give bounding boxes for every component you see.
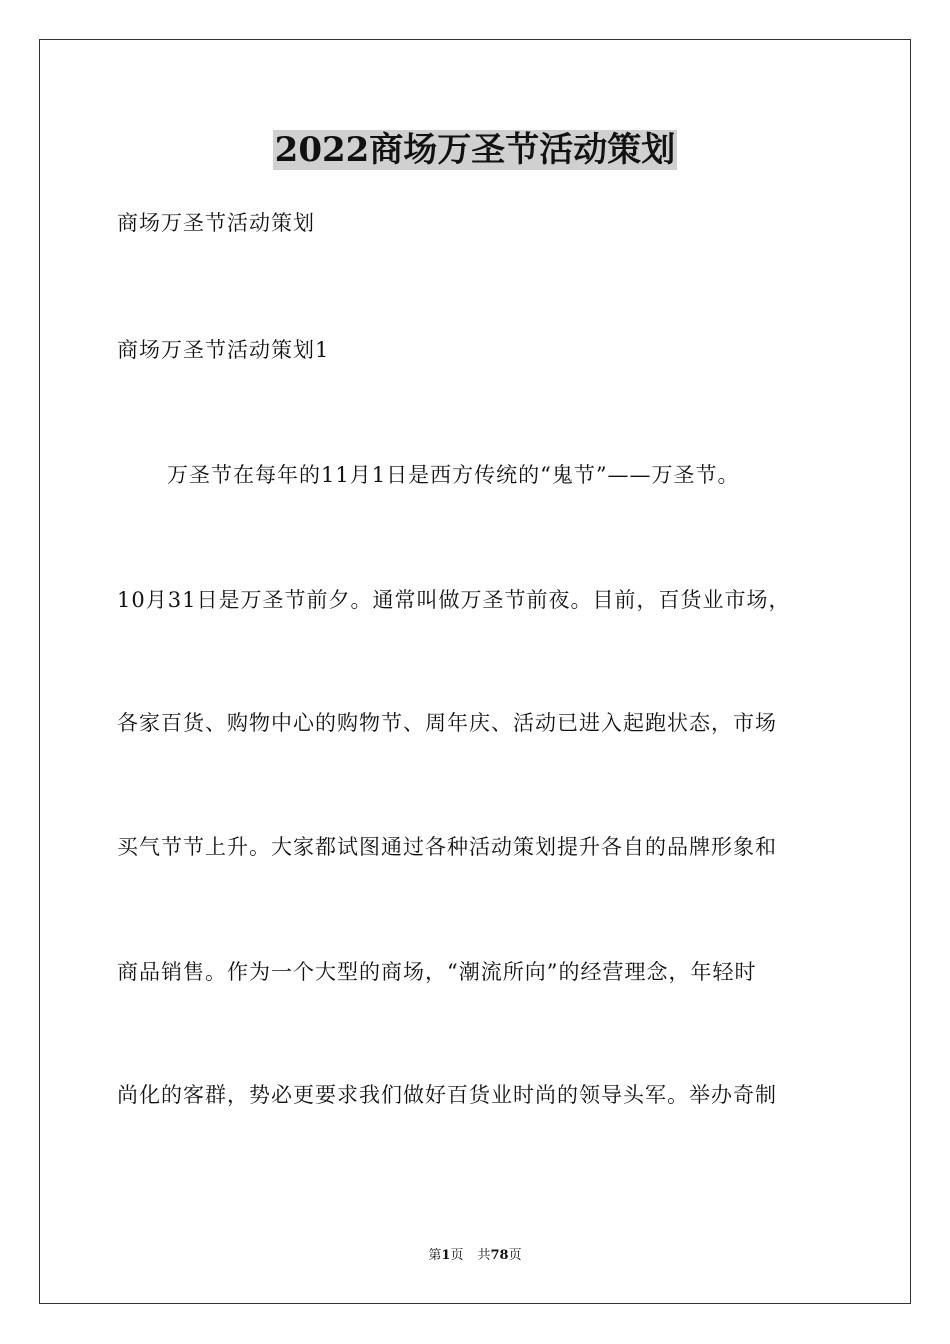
footer-page-total: 78 [490, 1248, 509, 1263]
footer-page-current: 1 [441, 1248, 451, 1263]
document-subtitle: 商场万圣节活动策划 [117, 211, 315, 235]
footer-page-prefix: 第 [428, 1248, 442, 1263]
section-heading: 商场万圣节活动策划1 [117, 338, 330, 362]
footer-page-suffix: 页 [450, 1248, 464, 1263]
body-line: 万圣节在每年的11月1日是西方传统的“鬼节”——万圣节。 [167, 463, 740, 487]
document-title [0, 128, 950, 172]
footer-total-suffix: 页 [508, 1248, 522, 1263]
body-line: 买气节节上升。大家都试图通过各种活动策划提升各自的品牌形象和 [117, 835, 777, 859]
document-title-text: 2022商场万圣节活动策划 [274, 130, 676, 170]
page-footer [0, 1246, 950, 1266]
body-line: 商品销售。作为一个大型的商场，“潮流所向”的经营理念，年轻时 [117, 960, 757, 984]
body-line: 各家百货、购物中心的购物节、周年庆、活动已进入起跑状态，市场 [117, 711, 777, 735]
body-line: 尚化的客群，势必更要求我们做好百货业时尚的领导头军。举办奇制 [117, 1083, 777, 1107]
footer-total-prefix: 共 [477, 1248, 491, 1263]
body-line: 10月31日是万圣节前夕。通常叫做万圣节前夜。目前，百货业市场， [117, 588, 791, 612]
